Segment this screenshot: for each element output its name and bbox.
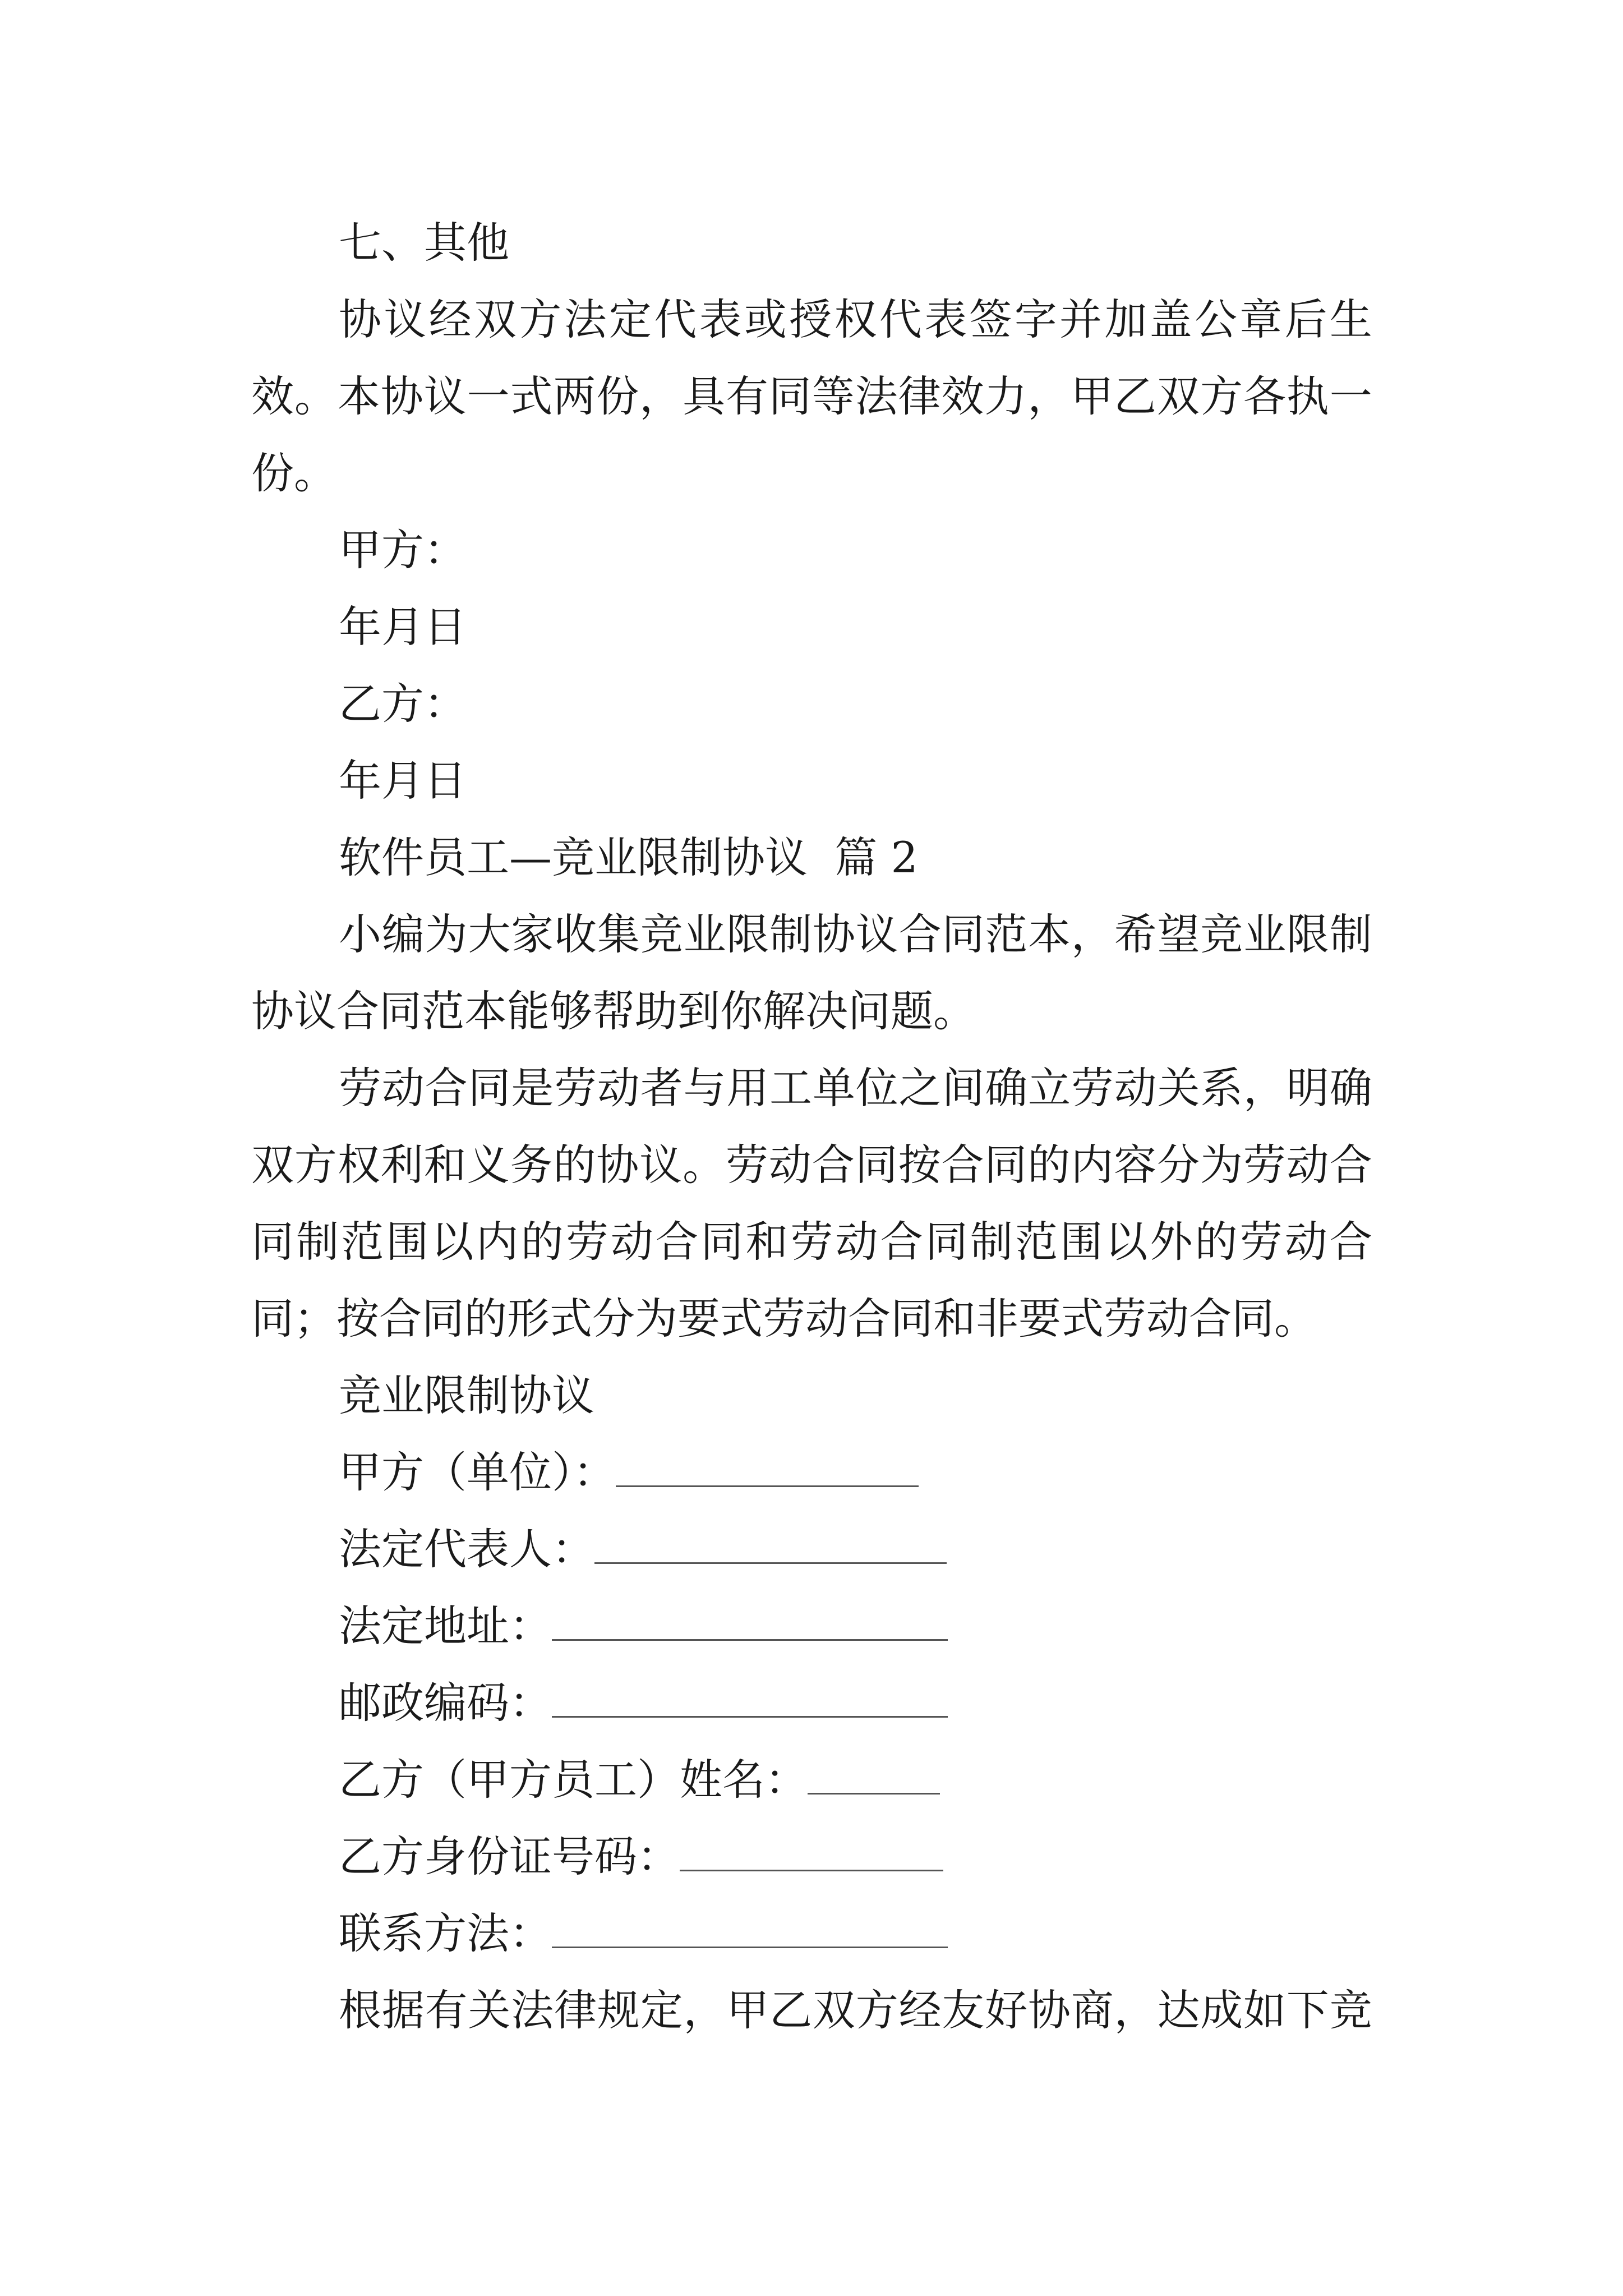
field-label: 甲方（单位）： xyxy=(339,1447,616,1497)
paragraph-line: 效 。 本 协 议 一 式 两 份 ， 具 有 同 等 法 律 效 力 ， 甲 乙 双 方 各 执 一 xyxy=(251,371,1372,421)
paragraph-line: 同；按合同的形式分为要式劳动合同和非要式劳动合同。 xyxy=(251,1294,1317,1343)
fill-blank[interactable] xyxy=(552,1682,948,1718)
field-party-a-unit xyxy=(339,1447,919,1497)
closing-line: 根 据 有 关 法 律 规 定 ， 甲 乙 双 方 经 友 好 协 商 ， 达 成 如 下 竞 xyxy=(339,1985,1372,2035)
paragraph-line: 双 方 权 利 和 义 务 的 协 议 。 劳 动 合 同 按 合 同 的 内 容 分 为 劳 动 合 xyxy=(251,1140,1372,1190)
fill-blank[interactable] xyxy=(616,1452,919,1487)
field-postal-code xyxy=(339,1678,948,1728)
fill-blank[interactable] xyxy=(680,1836,943,1871)
fill-blank[interactable] xyxy=(594,1529,947,1564)
field-label: 法定代表人： xyxy=(339,1524,594,1574)
paragraph-line: 协 议 经 双 方 法 定 代 表 或 授 权 代 表 签 字 并 加 盖 公 章 后 生 xyxy=(339,295,1372,344)
paragraph-line: 同 制 范 围 以 内 的 劳 动 合 同 和 劳 动 合 同 制 范 围 以 外 的 劳 动 合 xyxy=(251,1217,1372,1267)
intro-line: 协议合同范本能够帮助到你解决问题。 xyxy=(251,986,976,1036)
fill-blank[interactable] xyxy=(552,1913,948,1948)
fill-blank[interactable] xyxy=(552,1605,948,1641)
party-b-label: 乙方： xyxy=(339,679,467,729)
intro-line: 小 编 为 大 家 收 集 竞 业 限 制 协 议 合 同 范 本 ， 希 望 竞 业 限 制 xyxy=(339,909,1372,959)
paragraph-line: 份。 xyxy=(251,448,336,498)
date-b-label: 年月日 xyxy=(339,756,467,806)
field-label: 乙方身份证号码： xyxy=(339,1832,680,1881)
section-heading: 七、其他 xyxy=(339,218,509,268)
field-legal-rep xyxy=(339,1524,947,1574)
fill-blank[interactable] xyxy=(808,1759,940,1795)
article-title: 软件员工—竞业限制协议 篇 2 xyxy=(339,832,918,882)
paragraph-line: 劳 动 合 同 是 劳 动 者 与 用 工 单 位 之 间 确 立 劳 动 关 系 ， 明 确 xyxy=(339,1063,1372,1113)
field-label: 法定地址： xyxy=(339,1601,552,1651)
agreement-title: 竞业限制协议 xyxy=(339,1370,594,1420)
field-label: 乙方（甲方员工）姓名： xyxy=(339,1755,808,1805)
field-party-b-name xyxy=(339,1755,940,1805)
party-a-label: 甲方： xyxy=(339,525,467,575)
field-party-b-id xyxy=(339,1832,943,1881)
field-contact xyxy=(339,1908,948,1958)
field-label: 联系方法： xyxy=(339,1908,552,1958)
date-a-label: 年月日 xyxy=(339,602,467,652)
field-label: 邮政编码： xyxy=(339,1678,552,1728)
field-legal-address xyxy=(339,1601,948,1651)
